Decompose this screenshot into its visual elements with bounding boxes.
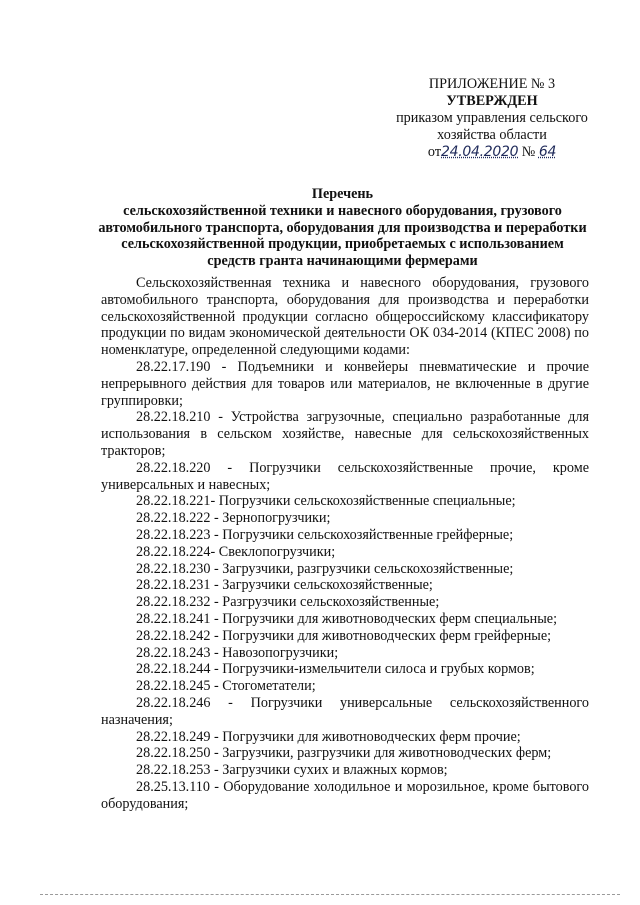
list-item: 28.22.18.245 - Стогометатели; bbox=[136, 678, 316, 695]
list-item: 28.22.18.243 - Навозопогрузчики; bbox=[136, 644, 339, 661]
list-item: 28.22.18.241 - Погрузчики для животноводческих ферм специальные; bbox=[136, 610, 558, 627]
document-title bbox=[90, 186, 595, 270]
list-item: 28.22.18.244 - Погрузчики-измельчители силоса и грубых кормов; bbox=[136, 661, 535, 678]
list-item: 28.22.18.223 - Погрузчики сельскохозяйственные грейферные; bbox=[136, 526, 514, 543]
list-item: 28.25.13.110 - Оборудование холодильное и морозильное, кроме бытового оборудования; bbox=[101, 778, 589, 812]
list-item: 28.22.18.232 - Разгрузчики сельскохозяйственные; bbox=[136, 594, 440, 611]
list-item: 28.22.18.221- Погрузчики сельскохозяйственные специальные; bbox=[136, 493, 516, 510]
list-item: 28.22.18.210 - Устройства загрузочные, специально разработанные для использования в сельском хозяйстве, навесные для сельскохозяйственных тракторов; bbox=[101, 409, 589, 459]
list-item: 28.22.18.249 - Погрузчики для животноводческих ферм прочие; bbox=[136, 728, 521, 745]
intro-paragraph: Сельскохозяйственная техника и навесного оборудования, грузового автомобильного транспорта, оборудования для производства и переработки сельскохозяйственной продукции согласно общероссийскому классификатору продукции по видам экономической деятельности ОК 034-2014 (КПЕС 2008) по номенклатуре, определенной следующими кодами: bbox=[101, 275, 589, 359]
list-item: 28.22.18.242 - Погрузчики для животноводческих ферм грейферные; bbox=[136, 627, 552, 644]
handwritten-number: 64 bbox=[538, 144, 557, 160]
title-line-1: Перечень bbox=[311, 186, 374, 202]
order-date-line bbox=[372, 144, 612, 161]
scan-edge-divider bbox=[40, 894, 620, 895]
list-item: 28.22.18.222 - Зернопогрузчики; bbox=[136, 510, 331, 527]
title-line-5: средств гранта начинающими фермерами bbox=[207, 253, 478, 270]
list-item: 28.22.17.190 - Подъемники и конвейеры пневматические и прочие непрерывного действия для товаров или материалов, не включенные в другие группировки; bbox=[101, 358, 589, 409]
title-line-4: сельскохозяйственной продукции, приобретаемых с использованием bbox=[121, 236, 564, 253]
list-item: 28.22.18.231 - Загрузчики сельскохозяйственные; bbox=[136, 577, 433, 594]
title-line-2: сельскохозяйственной техники и навесного оборудования, грузового bbox=[123, 202, 562, 219]
number-sign: № bbox=[521, 144, 536, 160]
handwritten-date: 24.04.2020 bbox=[441, 144, 519, 160]
list-item: 28.22.18.230 - Загрузчики, разгрузчики сельскохозяйственные; bbox=[136, 560, 514, 577]
order-line-2: хозяйства области bbox=[437, 127, 547, 143]
list-item: 28.22.18.246 - Погрузчики универсальные сельскохозяйственного назначения; bbox=[101, 694, 589, 728]
order-line-1: приказом управления сельского bbox=[396, 110, 588, 126]
list-item: 28.22.18.250 - Загрузчики, разгрузчики для животноводческих ферм; bbox=[136, 745, 552, 762]
approval-header bbox=[372, 76, 612, 161]
document-body bbox=[101, 275, 589, 813]
list-item: 28.22.18.220 - Погрузчики сельскохозяйственные прочие, кроме универсальных и навесных; bbox=[101, 459, 589, 493]
appendix-label: ПРИЛОЖЕНИЕ № 3 bbox=[428, 76, 556, 92]
list-item: 28.22.18.224- Свеклопогрузчики; bbox=[136, 543, 336, 560]
title-line-3: автомобильного транспорта, оборудования для производства и переработки bbox=[98, 219, 587, 236]
date-prefix: от bbox=[427, 144, 442, 160]
list-item: 28.22.18.253 - Загрузчики сухих и влажных кормов; bbox=[136, 762, 448, 779]
approved-label: УТВЕРЖДЕН bbox=[446, 93, 538, 109]
